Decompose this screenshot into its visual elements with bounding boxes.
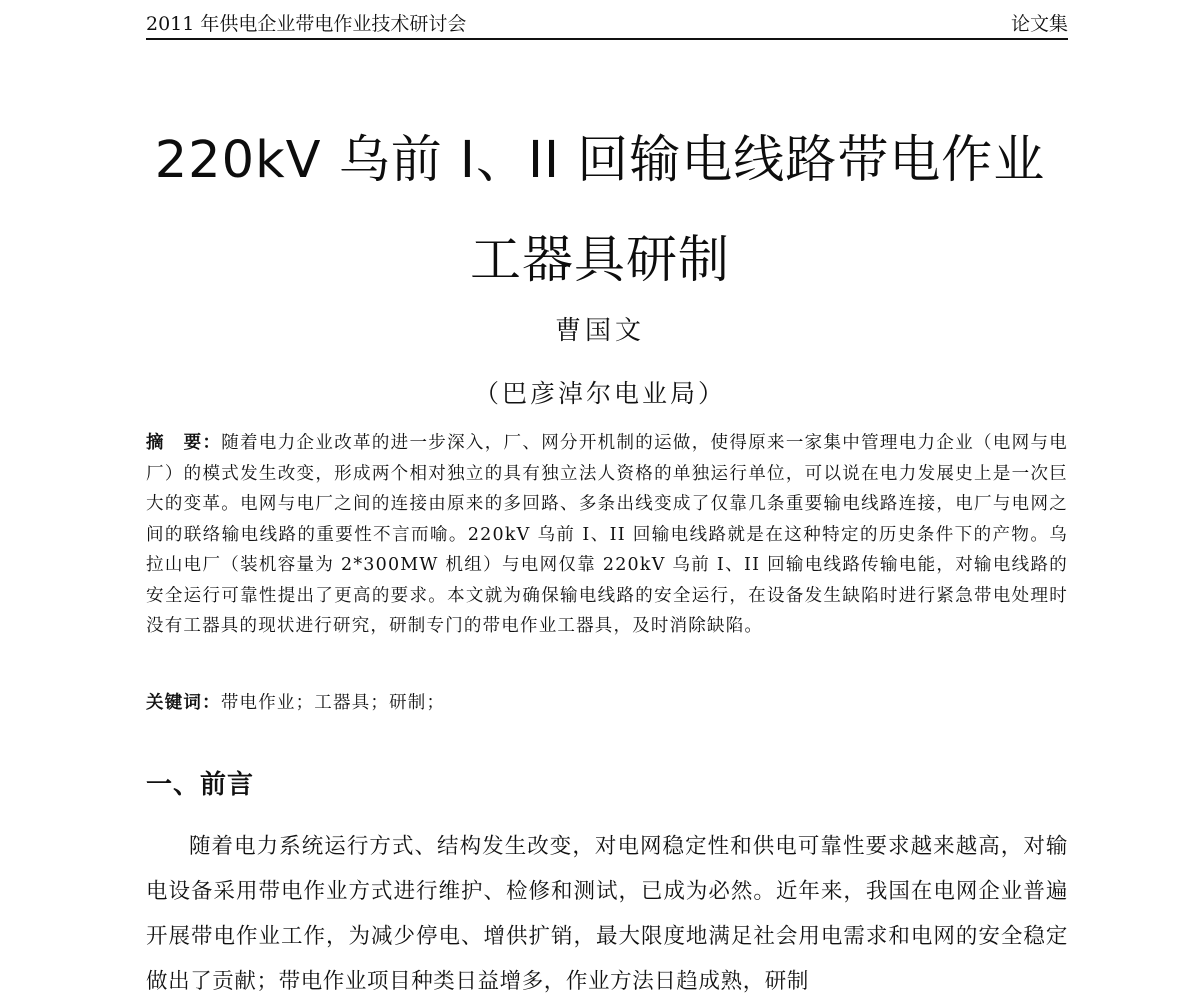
running-header	[146, 10, 1068, 40]
introduction-paragraph: 随着电力系统运行方式、结构发生改变，对电网稳定性和供电可靠性要求越来越高，对输电设备采用带电作业方式进行维护、检修和测试，已成为必然。近年来，我国在电网企业普遍开展带电作业工作，为减少停电、增供扩销，最大限度地满足社会用电需求和电网的安全稳定做出了贡献；带电作业项目种类日益增多，作业方法日趋成熟，研制	[146, 834, 1068, 994]
author-name: 曹国文	[554, 316, 645, 346]
abstract-text: 随着电力企业改革的进一步深入，厂、网分开机制的运做，使得原来一家集中管理电力企业（电网与电厂）的模式发生改变，形成两个相对独立的具有独立法人资格的单独运行单位，可以说在电力发展史上是一次巨大的变革。电网与电厂之间的连接由原来的多回路、多条出线变成了仅靠几条重要输电线路连接，电厂与电网之间的联络输电线路的重要性不言而喻。220kV 乌前 I、II 回输电线路就是在这种特定的历史条件下的产物。乌拉山电厂（装机容量为 2*300MW 机组）与电网仅靠 220kV 乌前 I、II 回输电线路传输电能，对输电线路的安全运行可靠性提出了更高的要求。本文就为确保输电线路的安全运行，在设备发生缺陷时进行紧急带电处理时没有工器具的现状进行研究，研制专门的带电作业工器具，及时消除缺陷。	[146, 433, 1068, 636]
abstract-label: 摘 要：	[146, 433, 222, 453]
abstract	[146, 428, 1068, 642]
paper-title-line-1: 220kV 乌前 I、II 回输电线路带电作业	[154, 131, 1046, 190]
keywords-text: 带电作业；工器具；研制；	[220, 693, 446, 713]
section-heading-introduction: 一、前言	[146, 770, 255, 800]
paper-title-line-2: 工器具研制	[469, 231, 730, 290]
keywords-label: 关键词：	[146, 693, 221, 713]
author-affiliation: （巴彦淖尔电业局）	[473, 379, 726, 408]
header-conference-name: 2011 年供电企业带电作业技术研讨会	[146, 13, 467, 35]
header-collection-label: 论文集	[1010, 13, 1068, 35]
keywords	[146, 688, 1068, 718]
